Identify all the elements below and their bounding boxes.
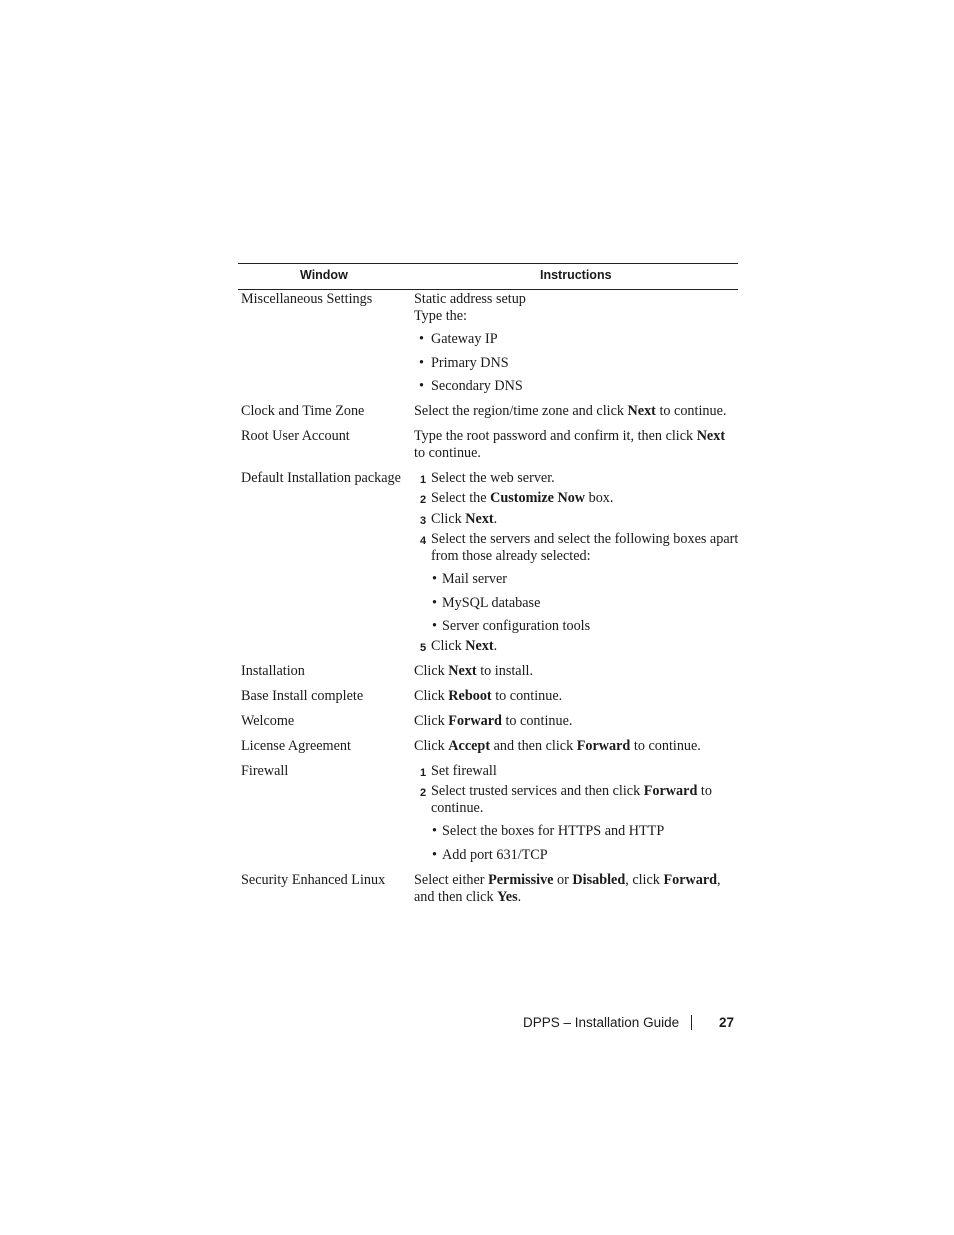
instructions-table [238, 263, 739, 905]
window-cell: Root User Account [241, 428, 350, 444]
header-instructions: Instructions [540, 268, 612, 282]
footer-title: DPPS – Installation Guide [523, 1015, 680, 1030]
window-cell: Welcome [241, 713, 295, 729]
window-cell: Miscellaneous Settings [241, 291, 373, 307]
instruction-text: Click Reboot to continue. [414, 688, 563, 704]
table-row [238, 688, 738, 708]
footer-separator [691, 1015, 692, 1030]
table-row [238, 428, 738, 468]
table-row [238, 738, 738, 758]
table-row: Firewall 1 Set firewall 2 Select trusted services and then click Forward to continue. • Select the boxes for HTTPS and HTTP • Add port 631/TCP [241, 763, 712, 863]
page-number: 27 [719, 1015, 735, 1030]
table-row [238, 713, 738, 733]
window-cell: Default Installation package [241, 470, 401, 486]
table-row: Miscellaneous Settings Static address setup Type the: • Gateway IP • Primary DNS • Secondary DNS [241, 291, 526, 394]
instruction-text: to continue. [414, 445, 481, 461]
window-cell: Firewall [241, 763, 289, 779]
instruction-text: Click Next to install. [414, 663, 534, 679]
window-cell: Clock and Time Zone [241, 403, 365, 419]
window-cell: Installation [241, 663, 305, 679]
instruction-text: Type the: [414, 308, 467, 324]
table-row [238, 872, 738, 912]
instruction-text: Select either Permissive or Disabled, click Forward, [414, 872, 721, 888]
instruction-text: Static address setup [414, 291, 526, 307]
table-header [238, 263, 738, 290]
table-row [238, 663, 738, 683]
instruction-text: Click Forward to continue. [414, 713, 573, 729]
window-cell: License Agreement [241, 738, 351, 754]
instruction-text: Type the root password and confirm it, then click Next [414, 428, 726, 444]
instruction-text: Click Accept and then click Forward to continue. [414, 738, 701, 754]
table-row [238, 403, 738, 423]
table-row: Default Installation package 1 Select the web server. 2 Select the Customize Now box. 3 Click Next. 4 Select the servers and select the following boxes apart from those already selected: • Mail server • MySQL database • Server configuration tools 5 Click Next. [241, 470, 739, 654]
instruction-text: and then click Yes. [414, 889, 522, 905]
window-cell: Base Install complete [241, 688, 364, 704]
instruction-text: Select the region/time zone and click Next to continue. [414, 403, 727, 419]
window-cell: Security Enhanced Linux [241, 872, 386, 888]
header-window: Window [300, 268, 348, 282]
